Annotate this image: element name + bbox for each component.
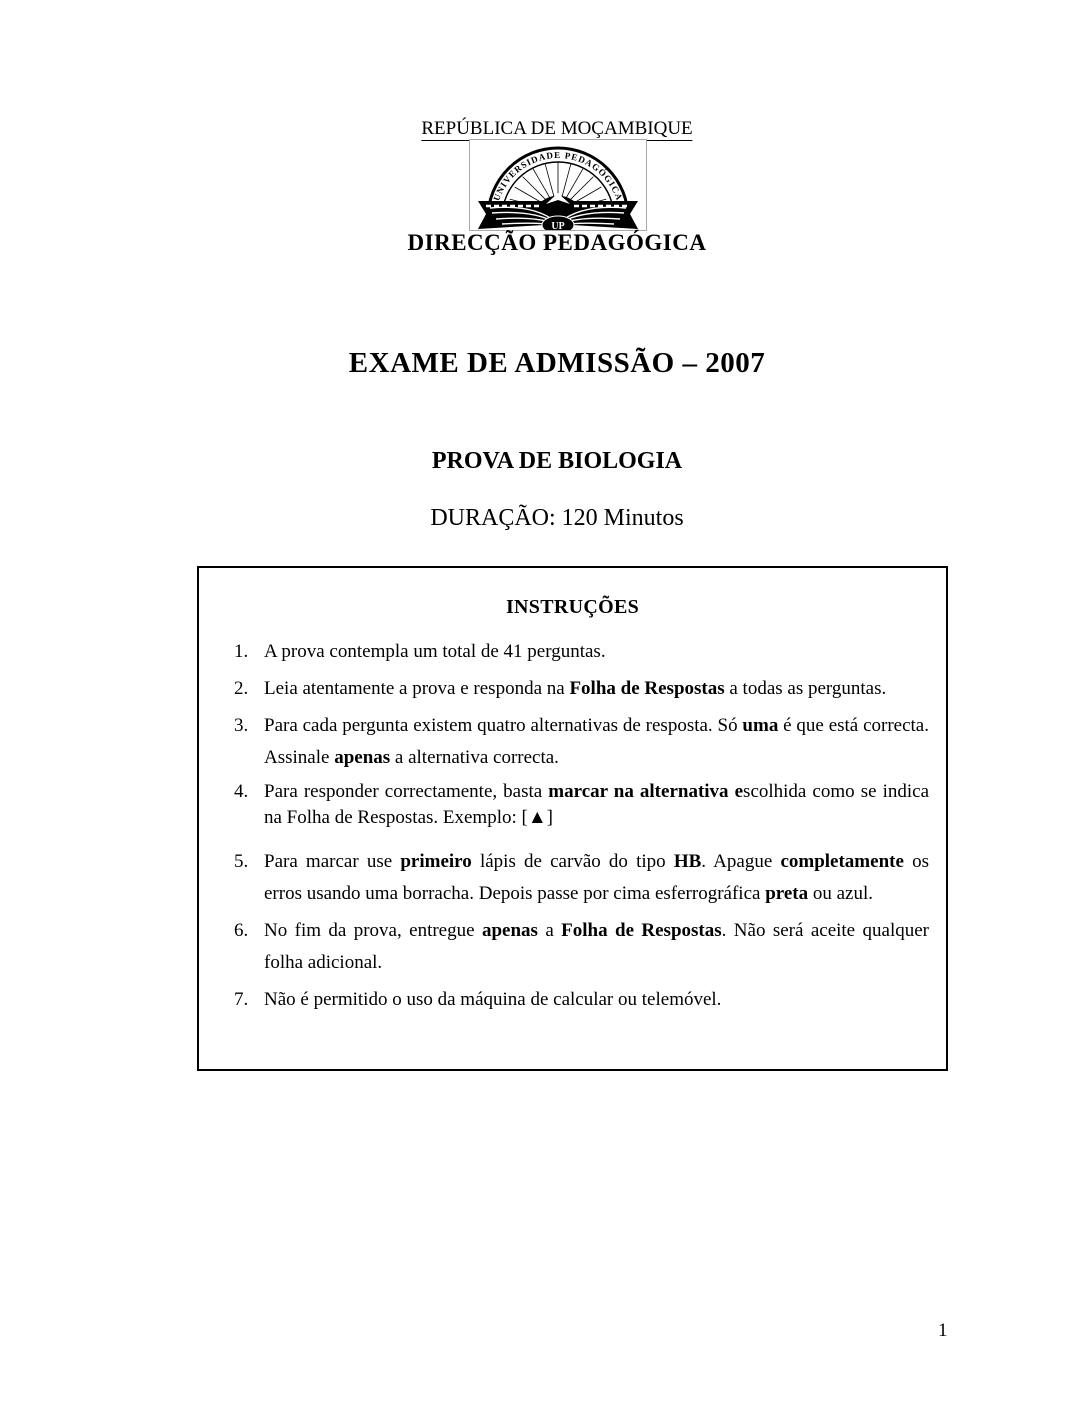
- duration-line: DURAÇÃO: 120 Minutos: [430, 505, 684, 531]
- instructions-heading: INSTRUÇÕES: [505, 596, 640, 618]
- republic-title: [421, 118, 692, 140]
- instruction-text: Leia atentamente a prova e responda na Folha de Respostas a todas as perguntas.: [264, 678, 887, 699]
- instruction-number: 7.: [234, 989, 249, 1010]
- instruction-item: [199, 915, 946, 979]
- instruction-text: A prova contempla um total de 41 perguntas.: [264, 641, 606, 662]
- instruction-text: Para marcar use primeiro lápis de carvão do tipo HB. Apague completamente os erros usando uma borracha. Depois passe por cima esferrográfica preta ou azul.: [264, 851, 929, 904]
- arc-text: UNIVERSIDADE PEDAGÓGICA: [491, 150, 625, 203]
- instruction-text: No fim da prova, entregue apenas a Folha de Respostas. Não será aceite qualquer folha adicional.: [264, 920, 929, 973]
- instruction-number: 5.: [234, 851, 249, 872]
- universidade-pedagogica-emblem: [472, 140, 644, 230]
- instruction-number: 2.: [234, 678, 249, 699]
- instruction-number: 4.: [234, 781, 249, 802]
- exam-title: EXAME DE ADMISSÃO – 2007: [348, 347, 766, 379]
- instructions-box: [197, 566, 948, 1071]
- instruction-item: [199, 636, 946, 668]
- university-logo: [469, 139, 647, 231]
- monogram-text: UP: [551, 221, 565, 230]
- subject-title: PROVA DE BIOLOGIA: [431, 448, 683, 474]
- instruction-item: [199, 846, 946, 910]
- republic-title-text: REPÚBLICA DE MOÇAMBIQUE: [421, 118, 693, 139]
- instruction-item: [199, 710, 946, 774]
- instruction-text: Não é permitido o uso da máquina de calcular ou telemóvel.: [264, 989, 722, 1010]
- department-title: DIRECÇÃO PEDAGÓGICA: [407, 230, 707, 255]
- instructions-list: [199, 636, 946, 1016]
- instruction-text: Para cada pergunta existem quatro alternativas de resposta. Só uma é que está correcta. Assinale apenas a alternativa correcta.: [264, 715, 929, 768]
- instruction-number: 3.: [234, 715, 249, 736]
- page-number: 1: [938, 1320, 948, 1341]
- instruction-item: [199, 984, 946, 1016]
- instruction-item: [199, 779, 946, 831]
- instruction-number: 1.: [234, 641, 249, 662]
- instruction-number: 6.: [234, 920, 249, 941]
- instruction-item: [199, 673, 946, 705]
- instruction-text: Para responder correctamente, basta marcar na alternativa escolhida como se indica na Folha de Respostas. Exemplo: [▲]: [264, 781, 929, 828]
